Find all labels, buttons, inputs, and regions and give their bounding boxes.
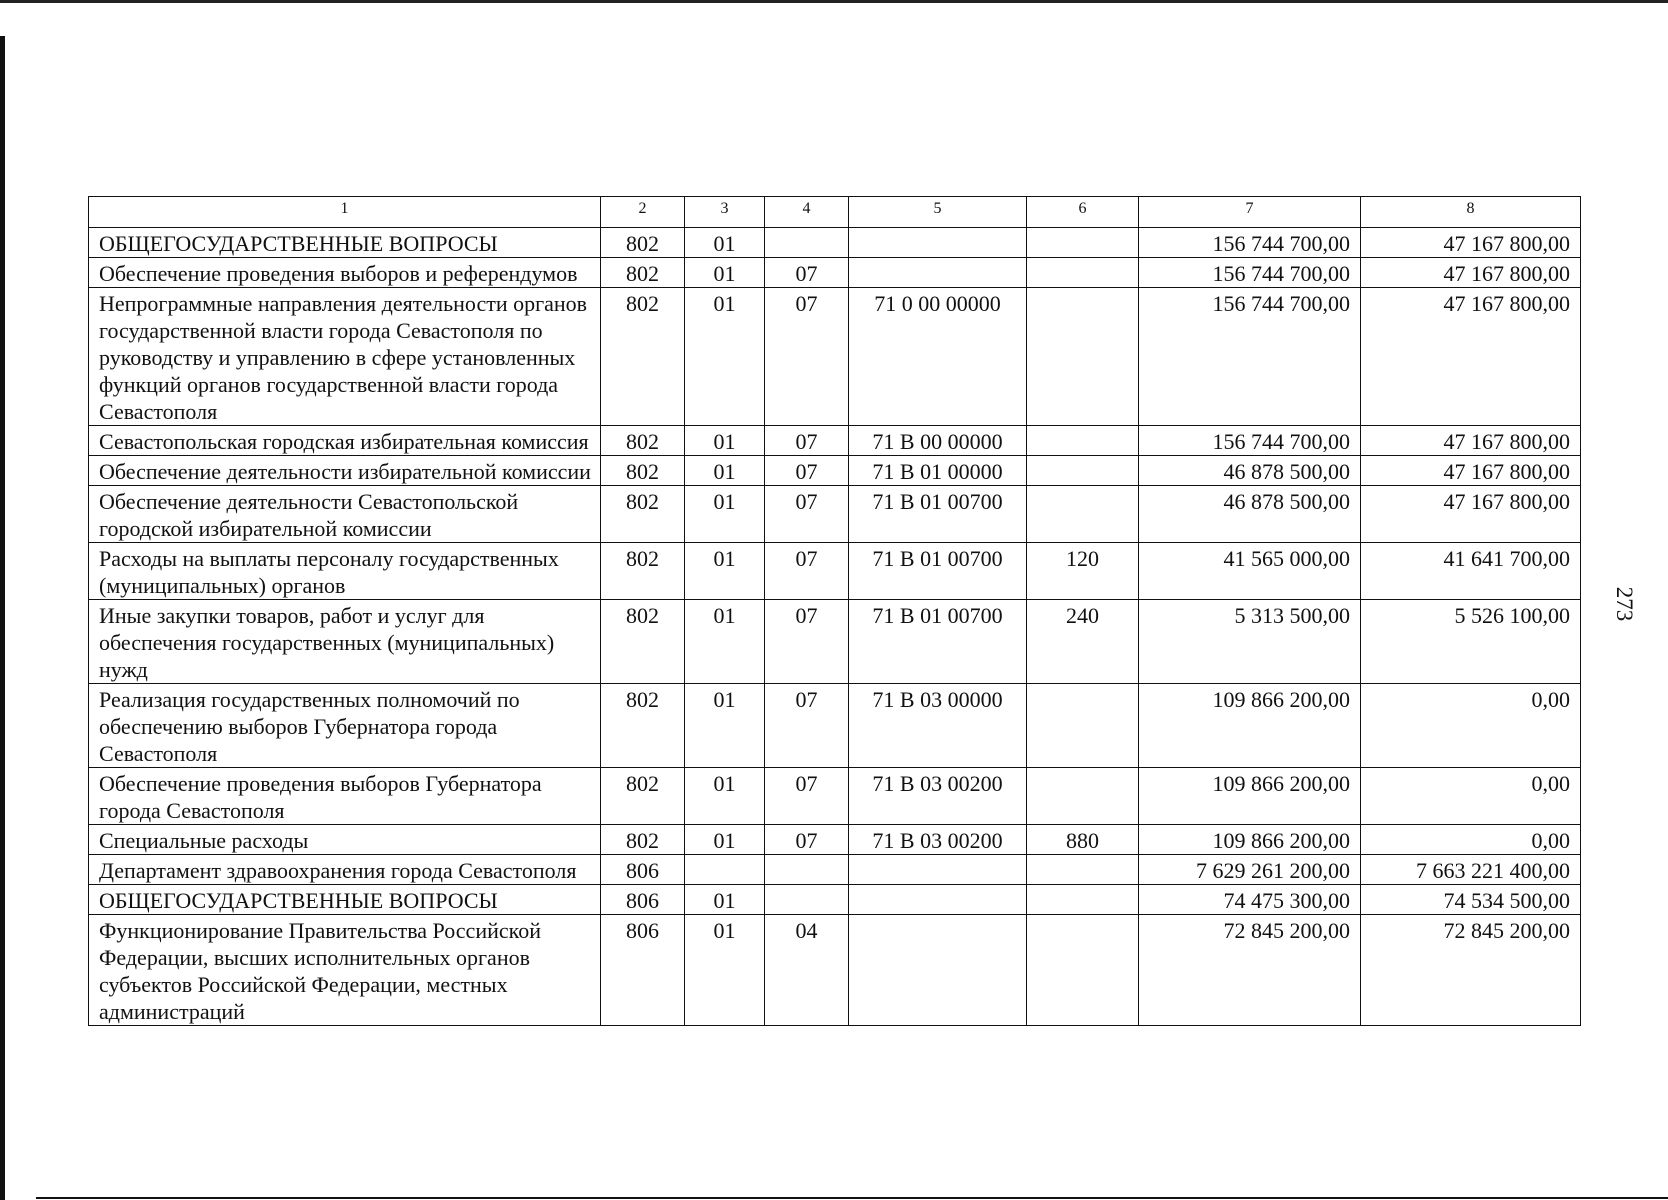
expense-name-cell: Реализация государственных полномочий по обеспечению выборов Губернатора города Севастополя xyxy=(89,684,601,768)
ministry-code-cell: 802 xyxy=(601,768,685,825)
table-row xyxy=(89,288,1581,426)
section-code-cell: 01 xyxy=(685,684,765,768)
section-code-cell: 01 xyxy=(685,915,765,1026)
target-article-cell: 71 В 01 00000 xyxy=(849,456,1027,486)
column-number-row xyxy=(89,197,1581,228)
expense-type-cell: 880 xyxy=(1027,825,1139,855)
subsection-code-cell: 07 xyxy=(765,486,849,543)
expense-name-cell: Севастопольская городская избирательная комиссия xyxy=(89,426,601,456)
ministry-code-cell: 802 xyxy=(601,288,685,426)
subsection-code-cell xyxy=(765,885,849,915)
amount-col7-cell: 72 845 200,00 xyxy=(1139,915,1361,1026)
ministry-code-cell: 802 xyxy=(601,456,685,486)
scan-left-edge xyxy=(0,36,5,1200)
table-row xyxy=(89,768,1581,825)
amount-col7-cell: 109 866 200,00 xyxy=(1139,768,1361,825)
subsection-code-cell: 07 xyxy=(765,456,849,486)
subsection-code-cell: 07 xyxy=(765,825,849,855)
section-code-cell: 01 xyxy=(685,543,765,600)
amount-col8-cell: 72 845 200,00 xyxy=(1361,915,1581,1026)
target-article-cell xyxy=(849,258,1027,288)
expense-type-cell xyxy=(1027,228,1139,258)
subsection-code-cell: 07 xyxy=(765,600,849,684)
budget-table-body xyxy=(89,197,1581,1026)
target-article-cell: 71 В 03 00200 xyxy=(849,825,1027,855)
amount-col8-cell: 47 167 800,00 xyxy=(1361,456,1581,486)
table-row xyxy=(89,600,1581,684)
ministry-code-cell: 802 xyxy=(601,486,685,543)
subsection-code-cell xyxy=(765,228,849,258)
subsection-code-cell xyxy=(765,855,849,885)
ministry-code-cell: 802 xyxy=(601,228,685,258)
expense-name-cell: Департамент здравоохранения города Севастополя xyxy=(89,855,601,885)
amount-col8-cell: 7 663 221 400,00 xyxy=(1361,855,1581,885)
expense-name-cell: Обеспечение проведения выборов Губернатора города Севастополя xyxy=(89,768,601,825)
target-article-cell xyxy=(849,228,1027,258)
section-code-cell: 01 xyxy=(685,486,765,543)
ministry-code-cell: 806 xyxy=(601,915,685,1026)
amount-col8-cell: 47 167 800,00 xyxy=(1361,426,1581,456)
column-number: 3 xyxy=(685,197,765,228)
column-number: 2 xyxy=(601,197,685,228)
expense-type-cell: 240 xyxy=(1027,600,1139,684)
expense-type-cell xyxy=(1027,486,1139,543)
amount-col7-cell: 5 313 500,00 xyxy=(1139,600,1361,684)
target-article-cell: 71 В 01 00700 xyxy=(849,486,1027,543)
table-row xyxy=(89,885,1581,915)
target-article-cell: 71 В 01 00700 xyxy=(849,543,1027,600)
expense-type-cell: 120 xyxy=(1027,543,1139,600)
amount-col8-cell: 0,00 xyxy=(1361,768,1581,825)
section-code-cell: 01 xyxy=(685,600,765,684)
amount-col8-cell: 0,00 xyxy=(1361,684,1581,768)
expense-type-cell xyxy=(1027,684,1139,768)
target-article-cell: 71 В 03 00200 xyxy=(849,768,1027,825)
section-code-cell: 01 xyxy=(685,768,765,825)
expense-name-cell: Иные закупки товаров, работ и услуг для обеспечения государственных (муниципальных) нужд xyxy=(89,600,601,684)
column-number: 1 xyxy=(89,197,601,228)
budget-table xyxy=(88,196,1581,1026)
section-code-cell: 01 xyxy=(685,426,765,456)
table-row xyxy=(89,426,1581,456)
amount-col7-cell: 41 565 000,00 xyxy=(1139,543,1361,600)
table-row xyxy=(89,486,1581,543)
section-code-cell: 01 xyxy=(685,258,765,288)
amount-col8-cell: 41 641 700,00 xyxy=(1361,543,1581,600)
expense-name-cell: Обеспечение деятельности избирательной комиссии xyxy=(89,456,601,486)
subsection-code-cell: 07 xyxy=(765,543,849,600)
column-number: 7 xyxy=(1139,197,1361,228)
table-row xyxy=(89,258,1581,288)
amount-col8-cell: 47 167 800,00 xyxy=(1361,486,1581,543)
subsection-code-cell: 07 xyxy=(765,768,849,825)
expense-name-cell: Обеспечение проведения выборов и референдумов xyxy=(89,258,601,288)
amount-col8-cell: 74 534 500,00 xyxy=(1361,885,1581,915)
section-code-cell: 01 xyxy=(685,885,765,915)
table-row xyxy=(89,855,1581,885)
amount-col7-cell: 46 878 500,00 xyxy=(1139,486,1361,543)
amount-col7-cell: 156 744 700,00 xyxy=(1139,426,1361,456)
expense-name-cell: Расходы на выплаты персоналу государственных (муниципальных) органов xyxy=(89,543,601,600)
ministry-code-cell: 802 xyxy=(601,600,685,684)
subsection-code-cell: 07 xyxy=(765,684,849,768)
subsection-code-cell: 04 xyxy=(765,915,849,1026)
amount-col7-cell: 109 866 200,00 xyxy=(1139,684,1361,768)
amount-col7-cell: 156 744 700,00 xyxy=(1139,288,1361,426)
target-article-cell: 71 В 00 00000 xyxy=(849,426,1027,456)
amount-col7-cell: 74 475 300,00 xyxy=(1139,885,1361,915)
section-code-cell: 01 xyxy=(685,825,765,855)
section-code-cell: 01 xyxy=(685,288,765,426)
expense-type-cell xyxy=(1027,915,1139,1026)
bottom-rule xyxy=(36,1197,1668,1199)
subsection-code-cell: 07 xyxy=(765,258,849,288)
expense-name-cell: Непрограммные направления деятельности органов государственной власти города Севастополя по руководству и управлению в сфере установленных функций органов государственной власти города Севастополя xyxy=(89,288,601,426)
amount-col8-cell: 47 167 800,00 xyxy=(1361,228,1581,258)
target-article-cell xyxy=(849,915,1027,1026)
expense-name-cell: Обеспечение деятельности Севастопольской городской избирательной комиссии xyxy=(89,486,601,543)
page-number: 273 xyxy=(1612,586,1637,622)
amount-col8-cell: 0,00 xyxy=(1361,825,1581,855)
expense-type-cell xyxy=(1027,456,1139,486)
column-number: 6 xyxy=(1027,197,1139,228)
amount-col7-cell: 46 878 500,00 xyxy=(1139,456,1361,486)
section-code-cell: 01 xyxy=(685,228,765,258)
section-code-cell xyxy=(685,855,765,885)
expense-type-cell xyxy=(1027,855,1139,885)
expense-type-cell xyxy=(1027,288,1139,426)
expense-name-cell: ОБЩЕГОСУДАРСТВЕННЫЕ ВОПРОСЫ xyxy=(89,228,601,258)
section-code-cell: 01 xyxy=(685,456,765,486)
table-row xyxy=(89,825,1581,855)
ministry-code-cell: 802 xyxy=(601,825,685,855)
amount-col7-cell: 7 629 261 200,00 xyxy=(1139,855,1361,885)
amount-col8-cell: 47 167 800,00 xyxy=(1361,288,1581,426)
column-number: 4 xyxy=(765,197,849,228)
column-number: 8 xyxy=(1361,197,1581,228)
subsection-code-cell: 07 xyxy=(765,426,849,456)
expense-type-cell xyxy=(1027,258,1139,288)
target-article-cell: 71 0 00 00000 xyxy=(849,288,1027,426)
expense-type-cell xyxy=(1027,426,1139,456)
expense-name-cell: Функционирование Правительства Российской Федерации, высших исполнительных органов субъектов Российской Федерации, местных администраций xyxy=(89,915,601,1026)
ministry-code-cell: 802 xyxy=(601,543,685,600)
ministry-code-cell: 806 xyxy=(601,885,685,915)
expense-name-cell: ОБЩЕГОСУДАРСТВЕННЫЕ ВОПРОСЫ xyxy=(89,885,601,915)
amount-col7-cell: 156 744 700,00 xyxy=(1139,228,1361,258)
amount-col8-cell: 5 526 100,00 xyxy=(1361,600,1581,684)
ministry-code-cell: 802 xyxy=(601,258,685,288)
target-article-cell: 71 В 03 00000 xyxy=(849,684,1027,768)
amount-col7-cell: 109 866 200,00 xyxy=(1139,825,1361,855)
table-row xyxy=(89,228,1581,258)
expense-name-cell: Специальные расходы xyxy=(89,825,601,855)
scan-top-edge xyxy=(0,0,1668,3)
table-row xyxy=(89,543,1581,600)
ministry-code-cell: 802 xyxy=(601,426,685,456)
expense-type-cell xyxy=(1027,768,1139,825)
expense-type-cell xyxy=(1027,885,1139,915)
table-row xyxy=(89,684,1581,768)
amount-col8-cell: 47 167 800,00 xyxy=(1361,258,1581,288)
target-article-cell: 71 В 01 00700 xyxy=(849,600,1027,684)
subsection-code-cell: 07 xyxy=(765,288,849,426)
table-row xyxy=(89,456,1581,486)
column-number: 5 xyxy=(849,197,1027,228)
table-row xyxy=(89,915,1581,1026)
ministry-code-cell: 806 xyxy=(601,855,685,885)
target-article-cell xyxy=(849,855,1027,885)
target-article-cell xyxy=(849,885,1027,915)
amount-col7-cell: 156 744 700,00 xyxy=(1139,258,1361,288)
ministry-code-cell: 802 xyxy=(601,684,685,768)
